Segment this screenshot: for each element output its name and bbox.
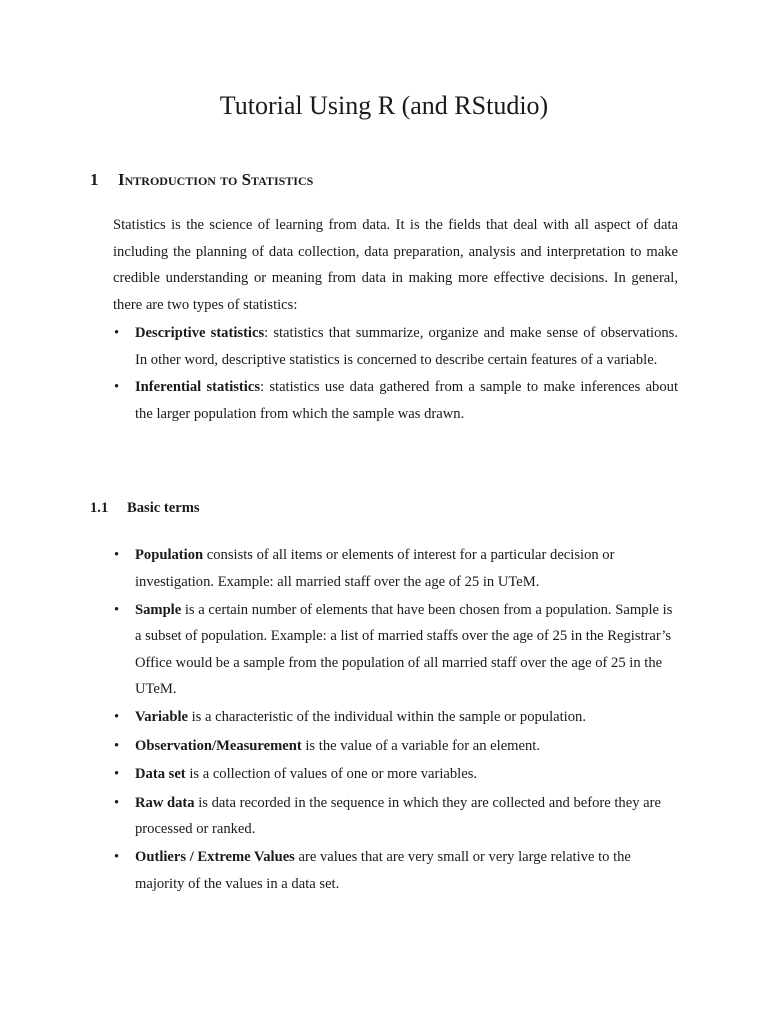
list-item-outliers xyxy=(113,844,678,897)
term-definition: is a collection of values of one or more variables. xyxy=(185,766,478,783)
term-definition: is a certain number of elements that have been chosen from a population. Sample is a subset of population. Example: a list of married staffs over the age of 25 in the Registrar’s Office would be a sample from the population of all married staff over the age of 25 in the UTeM. xyxy=(135,601,673,698)
subsection-heading-basic-terms xyxy=(90,497,200,519)
section-title-part2: Statistics xyxy=(241,170,314,189)
list-item-sample xyxy=(113,597,678,703)
term-definition: is a characteristic of the individual within the sample or population. xyxy=(187,709,586,726)
term-label: Variable xyxy=(135,709,188,726)
term-label: Inferential statistics xyxy=(135,379,260,395)
term-label: Outliers / Extreme Values xyxy=(135,849,295,866)
list-item-observation xyxy=(113,733,678,760)
term-label: Population xyxy=(135,547,204,563)
term-label: Descriptive statistics xyxy=(135,325,265,341)
bullet-icon: • xyxy=(114,601,120,618)
bullet-icon: • xyxy=(114,737,120,754)
term-definition: : statistics use data gathered from a sample to make inferences about the larger population from which the sample was drawn. xyxy=(135,379,678,422)
bullet-icon: • xyxy=(114,709,120,726)
list-item-variable xyxy=(113,704,678,731)
bullet-icon: • xyxy=(114,849,120,866)
term-label: Data set xyxy=(135,766,186,783)
bullet-icon: • xyxy=(114,766,120,783)
term-definition: are values that are very small or very large relative to the majority of the values in a data set. xyxy=(135,849,631,892)
term-label: Observation/Measurement xyxy=(135,737,302,754)
bullet-icon: • xyxy=(114,794,120,811)
list-item-inferential xyxy=(113,374,678,427)
section-heading-introduction xyxy=(90,168,313,192)
term-label: Sample xyxy=(135,601,182,618)
section-number: 1 xyxy=(90,170,99,189)
bullet-icon: • xyxy=(114,379,120,395)
term-definition: is the value of a variable for an element. xyxy=(301,737,540,754)
intro-paragraph: Statistics is the science of learning from data. It is the fields that deal with all aspect of data including the planning of data collection, data preparation, analysis and interpretation to make credible understanding or meaning from data in making more effective decisions. In general, there are two types of statistics: xyxy=(113,217,678,313)
term-definition: is data recorded in the sequence in which they are collected and before they are processed or ranked. xyxy=(135,794,661,838)
basic-terms-list xyxy=(113,542,678,899)
statistics-types-list xyxy=(113,320,678,428)
subsection-title: Basic terms xyxy=(127,500,200,516)
list-item-data-set xyxy=(113,761,678,788)
term-label: Raw data xyxy=(135,794,195,811)
term-definition: consists of all items or elements of interest for a particular decision or investigation. Example: all married staff over the age of 25 in UTeM. xyxy=(135,547,615,590)
subsection-number: 1.1 xyxy=(90,500,109,516)
list-item-raw-data xyxy=(113,790,678,843)
bullet-icon: • xyxy=(114,325,120,341)
list-item-descriptive xyxy=(113,320,678,373)
section-title-part1: Introduction to xyxy=(118,170,242,189)
document-title: Tutorial Using R (and RStudio) xyxy=(219,91,549,120)
term-definition: : statistics that summarize, organize and make sense of observations. In other word, descriptive statistics is concerned to describe certain features of a variable. xyxy=(135,325,678,368)
list-item-population xyxy=(113,542,678,595)
bullet-icon: • xyxy=(114,547,120,563)
